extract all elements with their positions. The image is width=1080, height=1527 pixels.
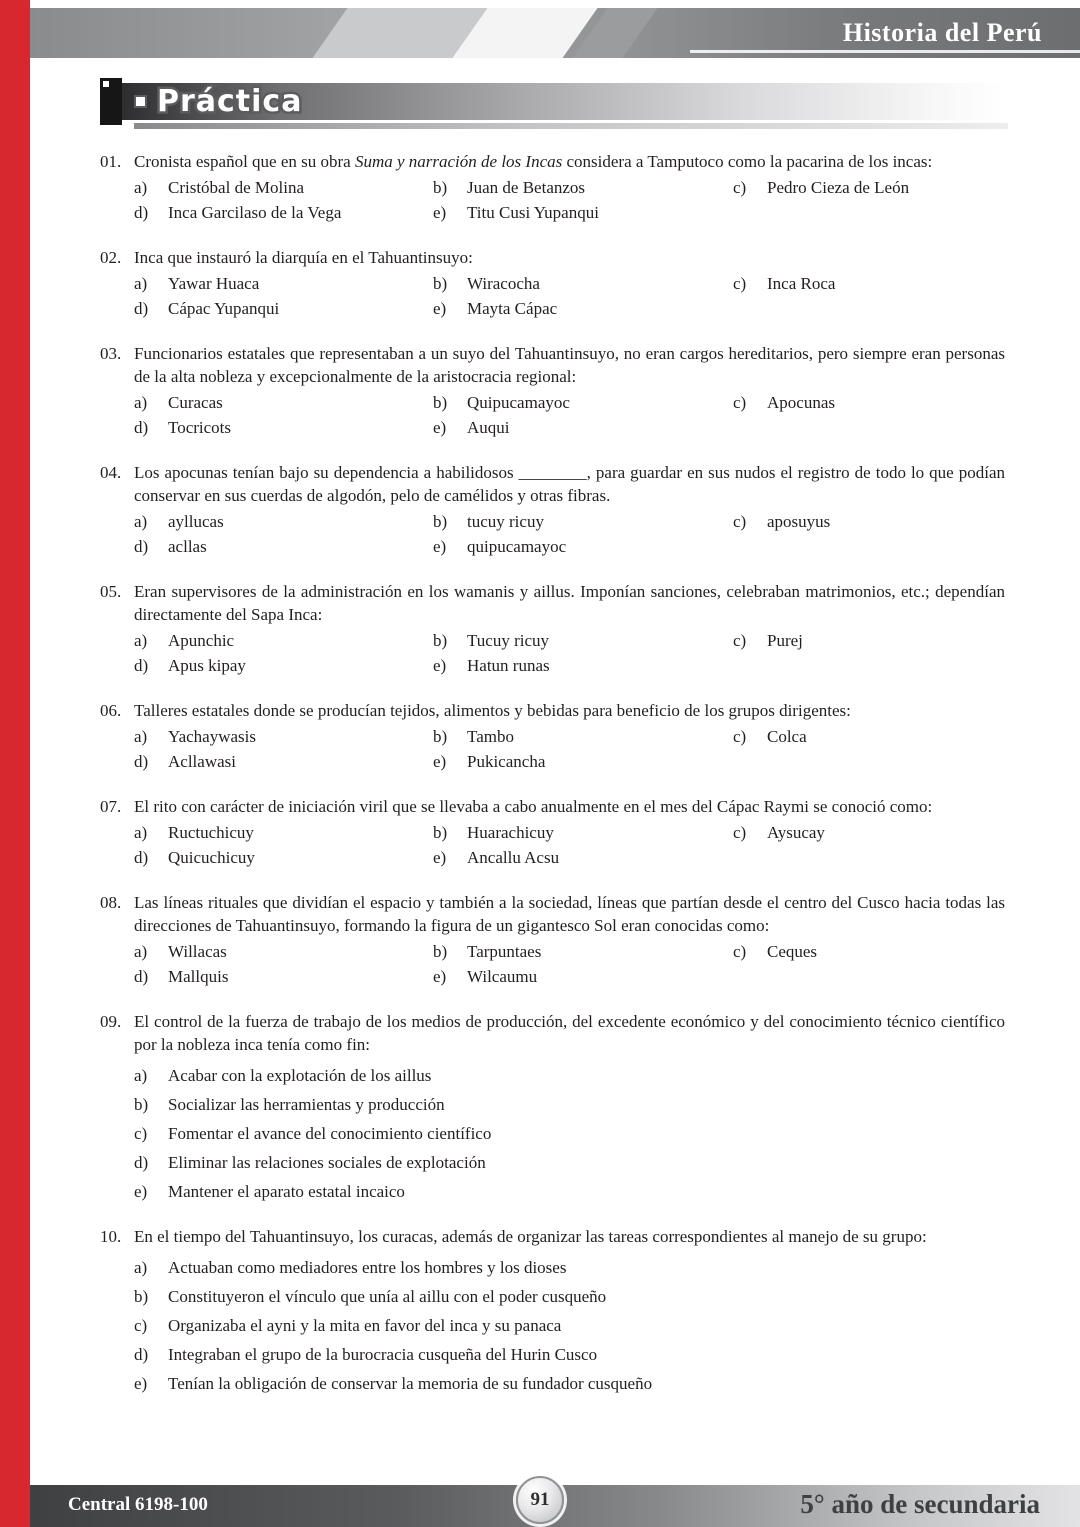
- option-text: Yachaywasis: [168, 727, 256, 746]
- footer-grade-level: 5° año de secundaria: [800, 1489, 1040, 1519]
- question-text: [134, 150, 1005, 173]
- option-letter: c): [733, 727, 747, 746]
- option-item: [733, 391, 1005, 414]
- question-item: [100, 580, 1005, 677]
- option-item: [134, 1145, 1005, 1174]
- option-letter: c): [733, 178, 747, 197]
- page-number: 91: [530, 1489, 550, 1510]
- option-text: aposuyus: [767, 512, 831, 531]
- option-text: Actuaban como mediadores entre los hombres y los dioses: [168, 1258, 567, 1277]
- option-text: Acllawasi: [168, 752, 236, 771]
- course-title: Historia del Perú: [842, 18, 1042, 47]
- question-number: 09.: [100, 1012, 122, 1031]
- question-item: [100, 795, 1005, 869]
- option-text: quipucamayoc: [467, 537, 567, 556]
- option-item: [134, 725, 433, 748]
- option-item: [433, 629, 733, 652]
- option-letter: a): [134, 823, 148, 842]
- option-item: [134, 965, 433, 988]
- option-item: [134, 416, 433, 439]
- option-item: [733, 940, 1005, 963]
- question-body: [134, 699, 1005, 773]
- option-letter: c): [733, 393, 747, 412]
- question-number: 01.: [100, 152, 122, 171]
- question-number: 04.: [100, 463, 122, 482]
- option-letter: b): [433, 631, 448, 650]
- question-body: [134, 461, 1005, 558]
- option-text: Quicuchicuy: [168, 848, 255, 867]
- option-text: Wilcaumu: [467, 967, 538, 986]
- question-text: [134, 891, 1005, 937]
- option-letter: d): [134, 1153, 149, 1172]
- option-letter: b): [134, 1287, 149, 1306]
- option-letter: a): [134, 727, 148, 746]
- option-letter: d): [134, 203, 149, 222]
- option-item: [433, 201, 733, 224]
- option-text: Integraban el grupo de la burocracia cusqueña del Hurin Cusco: [168, 1345, 598, 1364]
- option-text: Organizaba el ayni y la mita en favor del inca y su panaca: [168, 1316, 562, 1335]
- options-group: [134, 1058, 1005, 1203]
- option-text: Apunchic: [168, 631, 235, 650]
- option-item: [433, 535, 733, 558]
- option-letter: e): [134, 1374, 148, 1393]
- option-letter: e): [433, 299, 447, 318]
- option-item: [733, 510, 1005, 533]
- option-text: Ceques: [767, 942, 818, 961]
- option-item: [134, 201, 433, 224]
- option-item: [134, 1250, 1005, 1279]
- question-body: [134, 795, 1005, 869]
- options-group: [134, 176, 1005, 224]
- option-text: Cápac Yupanqui: [168, 299, 280, 318]
- options-group: [134, 629, 1005, 677]
- option-letter: b): [433, 178, 448, 197]
- question-item: [100, 1010, 1005, 1203]
- option-item: [433, 821, 733, 844]
- option-letter: a): [134, 393, 148, 412]
- option-letter: a): [134, 942, 148, 961]
- option-letter: a): [134, 631, 148, 650]
- question-body: [134, 1225, 1005, 1395]
- option-item: [433, 391, 733, 414]
- option-item: [134, 535, 433, 558]
- question-text-part: El rito con carácter de iniciación viril que se llevaba a cabo anualmente en el mes del Cápac Raymi se conoció como:: [134, 797, 933, 816]
- option-item: [733, 272, 1005, 295]
- questions-list: [100, 150, 1005, 1417]
- options-group: [134, 940, 1005, 988]
- option-letter: d): [134, 752, 149, 771]
- top-header-bar: [30, 8, 1080, 58]
- question-body: [134, 246, 1005, 320]
- option-letter: b): [433, 727, 448, 746]
- option-letter: c): [733, 631, 747, 650]
- question-number: 06.: [100, 701, 122, 720]
- option-text: Socializar las herramientas y producción: [168, 1095, 445, 1114]
- option-text: Purej: [767, 631, 803, 650]
- question-text: [134, 699, 1005, 722]
- question-item: [100, 246, 1005, 320]
- question-body: [134, 150, 1005, 224]
- options-group: [134, 1250, 1005, 1395]
- option-text: Juan de Betanzos: [467, 178, 586, 197]
- option-letter: e): [433, 203, 447, 222]
- section-header-ornament: [100, 78, 122, 125]
- option-text: Mantener el aparato estatal incaico: [168, 1182, 405, 1201]
- option-text: Wiracocha: [467, 274, 540, 293]
- option-letter: c): [733, 942, 747, 961]
- option-item: [733, 629, 1005, 652]
- question-text-part: En el tiempo del Tahuantinsuyo, los curacas, además de organizar las tareas correspondientes al manejo de su grupo:: [134, 1227, 927, 1246]
- option-text: tucuy ricuy: [467, 512, 544, 531]
- option-letter: d): [134, 848, 149, 867]
- options-group: [134, 821, 1005, 869]
- option-letter: a): [134, 178, 148, 197]
- section-header: [100, 78, 1005, 130]
- option-letter: c): [134, 1124, 148, 1143]
- question-body: [134, 580, 1005, 677]
- option-item: [134, 629, 433, 652]
- option-text: Huarachicuy: [467, 823, 554, 842]
- option-item: [134, 940, 433, 963]
- question-text-part: Talleres estatales donde se producían tejidos, alimentos y bebidas para beneficio de los grupos dirigentes:: [134, 701, 851, 720]
- option-letter: e): [433, 656, 447, 675]
- question-text-italic: Suma y narración de los Incas: [354, 152, 563, 171]
- option-item: [134, 176, 433, 199]
- option-text: Tenían la obligación de conservar la memoria de su fundador cusqueño: [168, 1374, 653, 1393]
- question-text: [134, 1010, 1005, 1056]
- option-letter: c): [134, 1316, 148, 1335]
- option-item: [733, 176, 1005, 199]
- option-item: [134, 510, 433, 533]
- option-item: [134, 297, 433, 320]
- question-text-part: Cronista español que en su obra: [134, 152, 355, 171]
- option-text: Tocricots: [168, 418, 232, 437]
- question-item: [100, 891, 1005, 988]
- question-number: 05.: [100, 582, 122, 601]
- option-text: Ructuchicuy: [168, 823, 254, 842]
- option-letter: e): [433, 537, 447, 556]
- option-letter: d): [134, 537, 149, 556]
- option-text: Mallquis: [168, 967, 229, 986]
- option-text: Fomentar el avance del conocimiento científico: [168, 1124, 492, 1143]
- option-text: Auqui: [467, 418, 510, 437]
- option-text: Tucuy ricuy: [467, 631, 550, 650]
- question-number: 07.: [100, 797, 122, 816]
- option-item: [134, 1174, 1005, 1203]
- option-letter: a): [134, 1066, 148, 1085]
- option-letter: b): [134, 1095, 149, 1114]
- question-body: [134, 891, 1005, 988]
- bullet-square-icon: [136, 97, 145, 106]
- option-letter: d): [134, 656, 149, 675]
- option-text: Mayta Cápac: [467, 299, 558, 318]
- question-text-part: Eran supervisores de la administración en los wamanis y aillus. Imponían sanciones, celebraban matrimonios, etc.; dependían directamente del Sapa Inca:: [134, 582, 1005, 624]
- option-letter: a): [134, 1258, 148, 1277]
- question-number: 10.: [100, 1227, 122, 1246]
- option-item: [433, 940, 733, 963]
- options-group: [134, 725, 1005, 773]
- option-text: Constituyeron el vínculo que unía al aillu con el poder cusqueño: [168, 1287, 607, 1306]
- question-text-part: Inca que instauró la diarquía en el Tahuantinsuyo:: [134, 248, 473, 267]
- option-text: Colca: [767, 727, 807, 746]
- option-text: Apocunas: [767, 393, 835, 412]
- option-text: Titu Cusi Yupanqui: [467, 203, 599, 222]
- options-group: [134, 272, 1005, 320]
- option-item: [134, 1366, 1005, 1395]
- option-item: [433, 846, 733, 869]
- option-letter: a): [134, 512, 148, 531]
- option-text: Tarpuntaes: [467, 942, 542, 961]
- option-item: [134, 1279, 1005, 1308]
- option-item: [134, 391, 433, 414]
- question-item: [100, 150, 1005, 224]
- page-number-badge: [516, 1476, 564, 1524]
- option-item: [733, 725, 1005, 748]
- option-item: [134, 272, 433, 295]
- option-item: [134, 1087, 1005, 1116]
- option-text: Hatun runas: [467, 656, 550, 675]
- option-item: [433, 297, 733, 320]
- option-text: Pukicancha: [467, 752, 546, 771]
- header-underline: [690, 50, 1080, 53]
- option-text: Willacas: [168, 942, 227, 961]
- option-text: Tambo: [467, 727, 514, 746]
- option-text: Ancallu Acsu: [467, 848, 560, 867]
- option-letter: e): [433, 752, 447, 771]
- option-item: [433, 510, 733, 533]
- question-number: 02.: [100, 248, 122, 267]
- option-item: [134, 654, 433, 677]
- question-body: [134, 1010, 1005, 1203]
- option-letter: c): [733, 512, 747, 531]
- option-item: [433, 272, 733, 295]
- option-letter: b): [433, 512, 448, 531]
- option-letter: b): [433, 823, 448, 842]
- option-letter: e): [433, 418, 447, 437]
- ornament-notch: [103, 81, 109, 87]
- footer-contact: Central 6198-100: [68, 1494, 208, 1515]
- question-number: 08.: [100, 893, 122, 912]
- option-item: [433, 416, 733, 439]
- option-letter: d): [134, 1345, 149, 1364]
- option-text: Inca Garcilaso de la Vega: [168, 203, 342, 222]
- option-item: [134, 821, 433, 844]
- option-item: [433, 750, 733, 773]
- left-red-stripe: [0, 0, 30, 1527]
- option-item: [134, 1116, 1005, 1145]
- option-item: [733, 821, 1005, 844]
- option-item: [134, 1058, 1005, 1087]
- option-letter: d): [134, 967, 149, 986]
- option-item: [134, 846, 433, 869]
- option-letter: b): [433, 942, 448, 961]
- section-title: Práctica: [157, 84, 303, 119]
- question-text-part: considera a Tamputoco como la pacarina de los incas:: [562, 152, 933, 171]
- question-item: [100, 342, 1005, 439]
- section-header-bar: [122, 83, 1005, 120]
- question-item: [100, 461, 1005, 558]
- option-item: [134, 750, 433, 773]
- question-text-part: Las líneas rituales que dividían el espacio y también a la sociedad, líneas que partían desde el centro del Cusco hacia todas las direcciones de Tahuantinsuyo, formando la figura de un gigantesco Sol eran conocidas como:: [134, 893, 1005, 935]
- option-item: [433, 176, 733, 199]
- option-text: Inca Roca: [767, 274, 836, 293]
- option-letter: b): [433, 393, 448, 412]
- options-group: [134, 391, 1005, 439]
- question-text-part: El control de la fuerza de trabajo de los medios de producción, del excedente económico y del conocimiento técnico científico por la nobleza inca tenía como fin:: [134, 1012, 1005, 1054]
- option-letter: a): [134, 274, 148, 293]
- option-text: Apus kipay: [168, 656, 246, 675]
- option-text: acllas: [168, 537, 207, 556]
- question-text: [134, 246, 1005, 269]
- question-text: [134, 1225, 1005, 1248]
- question-text: [134, 580, 1005, 626]
- option-text: Yawar Huaca: [168, 274, 260, 293]
- option-letter: e): [433, 848, 447, 867]
- option-letter: d): [134, 299, 149, 318]
- option-letter: e): [134, 1182, 148, 1201]
- option-item: [134, 1308, 1005, 1337]
- question-item: [100, 699, 1005, 773]
- options-group: [134, 510, 1005, 558]
- option-text: Aysucay: [767, 823, 825, 842]
- option-text: Cristóbal de Molina: [168, 178, 304, 197]
- option-text: Eliminar las relaciones sociales de explotación: [168, 1153, 486, 1172]
- option-letter: c): [733, 823, 747, 842]
- option-item: [134, 1337, 1005, 1366]
- option-text: Pedro Cieza de León: [767, 178, 910, 197]
- option-text: Acabar con la explotación de los aillus: [168, 1066, 432, 1085]
- option-text: Quipucamayoc: [467, 393, 570, 412]
- question-number: 03.: [100, 344, 122, 363]
- option-item: [433, 725, 733, 748]
- option-letter: b): [433, 274, 448, 293]
- question-text: [134, 795, 1005, 818]
- question-item: [100, 1225, 1005, 1395]
- option-letter: c): [733, 274, 747, 293]
- option-text: Curacas: [168, 393, 223, 412]
- section-header-shadow: [134, 123, 1008, 129]
- option-text: ayllucas: [168, 512, 224, 531]
- question-text-part: Funcionarios estatales que representaban a un suyo del Tahuantinsuyo, no eran cargos hereditarios, pero siempre eran personas de la alta nobleza y excepcionalmente de la aristocracia regional:: [134, 344, 1005, 386]
- question-text: [134, 461, 1005, 507]
- option-item: [433, 654, 733, 677]
- option-item: [433, 965, 733, 988]
- option-letter: e): [433, 967, 447, 986]
- question-text: [134, 342, 1005, 388]
- question-body: [134, 342, 1005, 439]
- question-text-part: Los apocunas tenían bajo su dependencia a habilidosos ________, para guardar en sus nudos el registro de todo lo que podían conservar en sus cuerdas de algodón, pelo de camélidos y otras fibras.: [134, 463, 1005, 505]
- option-letter: d): [134, 418, 149, 437]
